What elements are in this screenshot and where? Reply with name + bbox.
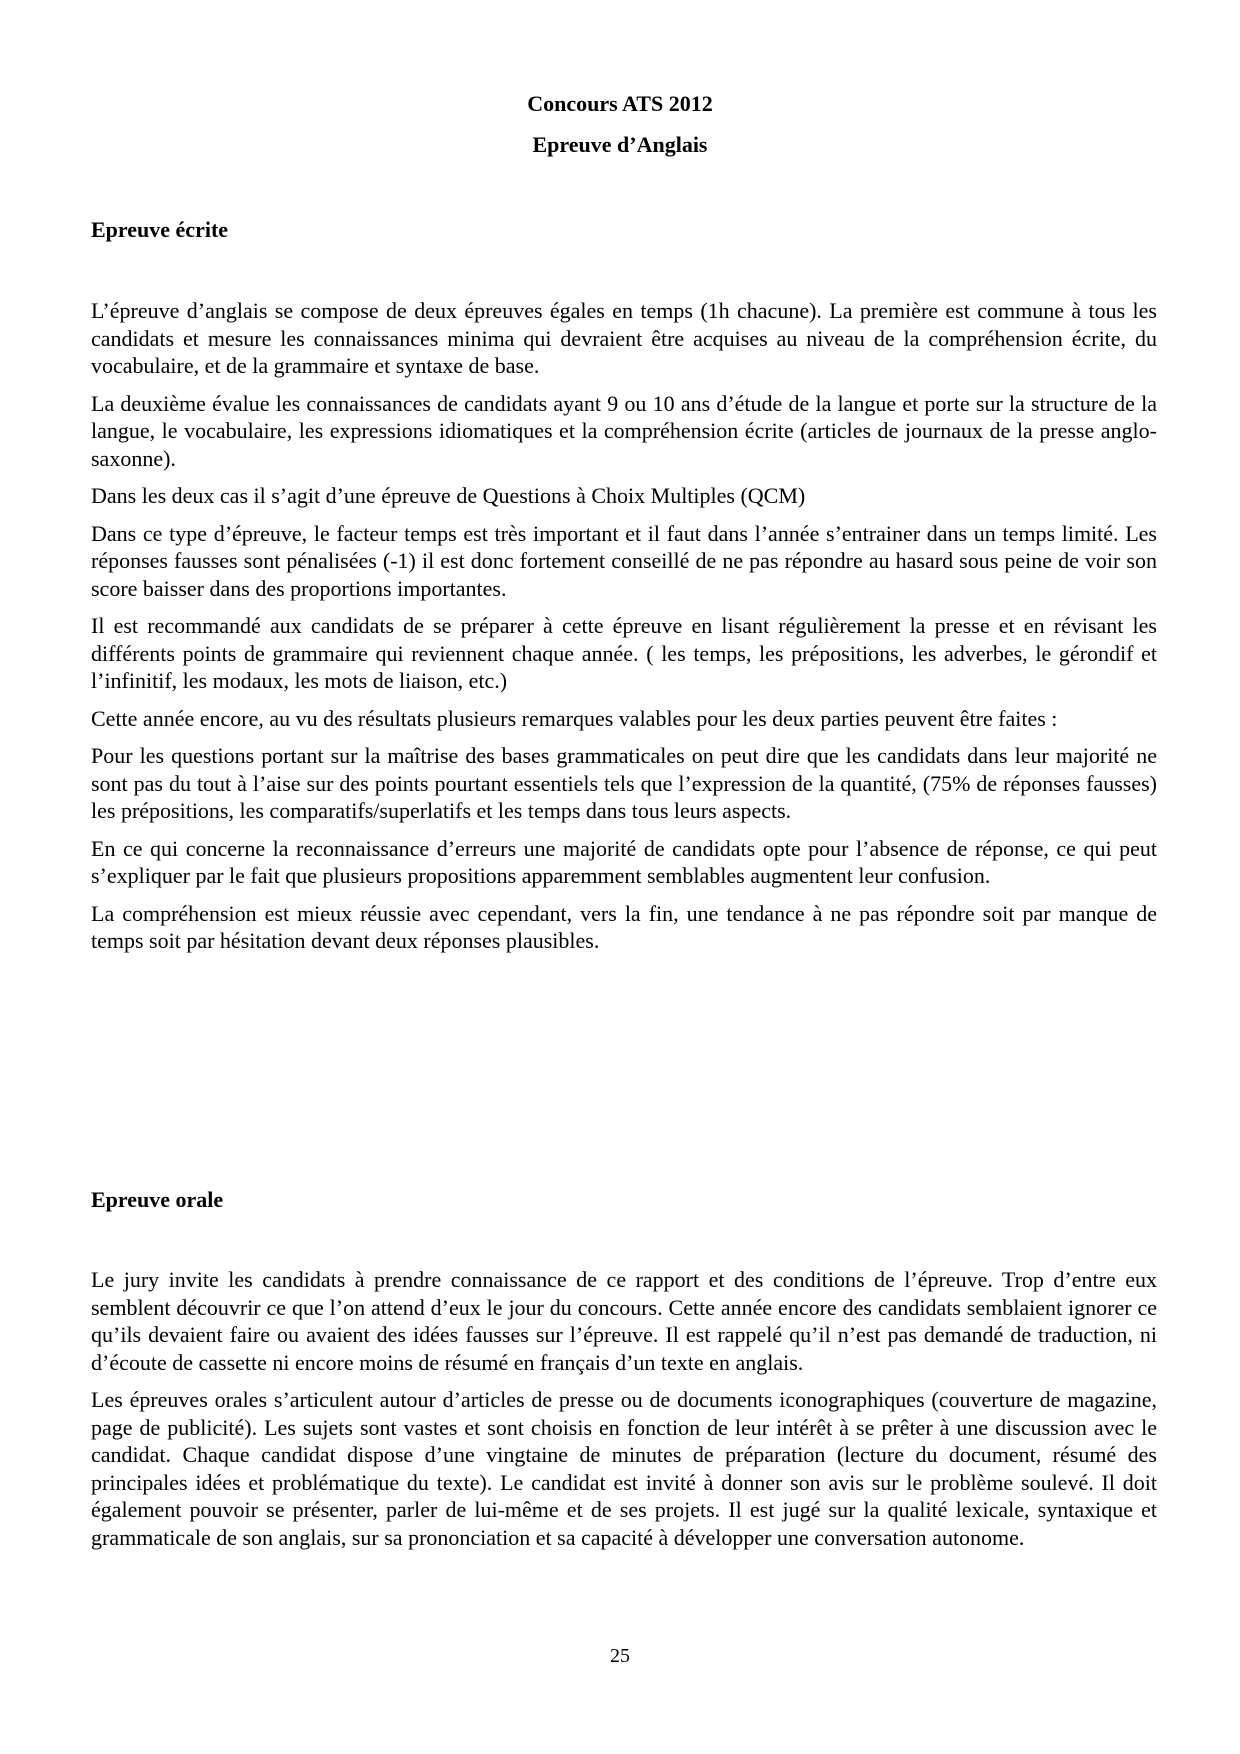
page-number: 25 xyxy=(610,1645,630,1667)
paragraph: Cette année encore, au vu des résultats plusieurs remarques valables pour les deux parties peuvent être faites : xyxy=(91,705,1058,731)
paragraph: La compréhension est mieux réussie avec cependant, vers la fin, une tendance à ne pas répondre soit par manque de temps soit par hésitation devant deux réponses plausibles. xyxy=(91,900,1157,953)
paragraph: Dans les deux cas il s’agit d’une épreuve de Questions à Choix Multiples (QCM) xyxy=(91,483,806,508)
section-heading-orale: Epreuve orale xyxy=(91,1187,224,1212)
paragraph: Pour les questions portant sur la maîtrise des bases grammaticales on peut dire que les candidats dans leur majorité ne sont pas du tout à l’aise sur des points pourtant essentiels tels que l’expression de la quantité, (75% de réponses fausses) les prépositions, les comparatifs/superlatifs et les temps dans tous leurs aspects. xyxy=(91,743,1157,823)
paragraph: La deuxième évalue les connaissances de candidats ayant 9 ou 10 ans d’étude de la langue et porte sur la structure de la langue, le vocabulaire, les expressions idiomatiques et la compréhension écrite (articles de journaux de la presse anglo-saxonne). xyxy=(91,390,1157,471)
section-heading-ecrite: Epreuve écrite xyxy=(91,217,229,242)
paragraph: Il est recommandé aux candidats de se préparer à cette épreuve en lisant régulièrement la presse et en révisant les différents points de grammaire qui reviennent chaque année. ( les temps, les prépositions, les adverbes, le gérondif et l’infinitif, les modaux, les mots de liaison, etc.) xyxy=(91,613,1157,693)
document-title: Concours ATS 2012 xyxy=(527,91,713,116)
document-subtitle: Epreuve d’Anglais xyxy=(532,132,708,157)
paragraph: Dans ce type d’épreuve, le facteur temps est très important et il faut dans l’année s’entrainer dans un temps limité. Les réponses fausses sont pénalisées (-1) il est donc fortement conseillé de ne pas répondre au hasard sous peine de voir son score baisser dans des proportions importantes. xyxy=(91,520,1157,601)
paragraph: Les épreuves orales s’articulent autour d’articles de presse ou de documents iconographiques (couverture de magazine, page de publicité). Les sujets sont vastes et sont choisis en fonction de leur intérêt à se prêter à une discussion avec le candidat. Chaque candidat dispose d’une vingtaine de minutes de préparation (lecture du document, résumé des principales idées et problématique du texte). Le candidat est invité à donner son avis sur le problème soulevé. Il doit également pouvoir se présenter, parler de lui-même et de ses projets. Il est jugé sur la qualité lexicale, syntaxique et grammaticale de son anglais, sur sa prononciation et sa capacité à développer une conversation autonome. xyxy=(91,1387,1157,1550)
paragraph: En ce qui concerne la reconnaissance d’erreurs une majorité de candidats opte pour l’absence de réponse, ce qui peut s’expliquer par le fait que plusieurs propositions apparemment semblables augmentent leur confusion. xyxy=(91,835,1157,888)
section-ecrite-body xyxy=(91,297,1157,965)
paragraph: Le jury invite les candidats à prendre connaissance de ce rapport et des conditions de l’épreuve. Trop d’entre eux semblent découvrir ce que l’on attend d’eux le jour du concours. Cette année encore des candidats semblaient ignorer ce qu’ils devaient faire ou avaient des idées fausses sur l’épreuve. Il est rappelé qu’il n’est pas demandé de traduction, ni d’écoute de cassette ni encore moins de résumé en français d’un texte en anglais. xyxy=(91,1267,1157,1375)
paragraph: L’épreuve d’anglais se compose de deux épreuves égales en temps (1h chacune). La première est commune à tous les candidats et mesure les connaissances minima qui devraient être acquises au niveau de la compréhension écrite, du vocabulaire, et de la grammaire et syntaxe de base. xyxy=(91,298,1157,378)
section-orale-body xyxy=(91,1266,1157,1561)
